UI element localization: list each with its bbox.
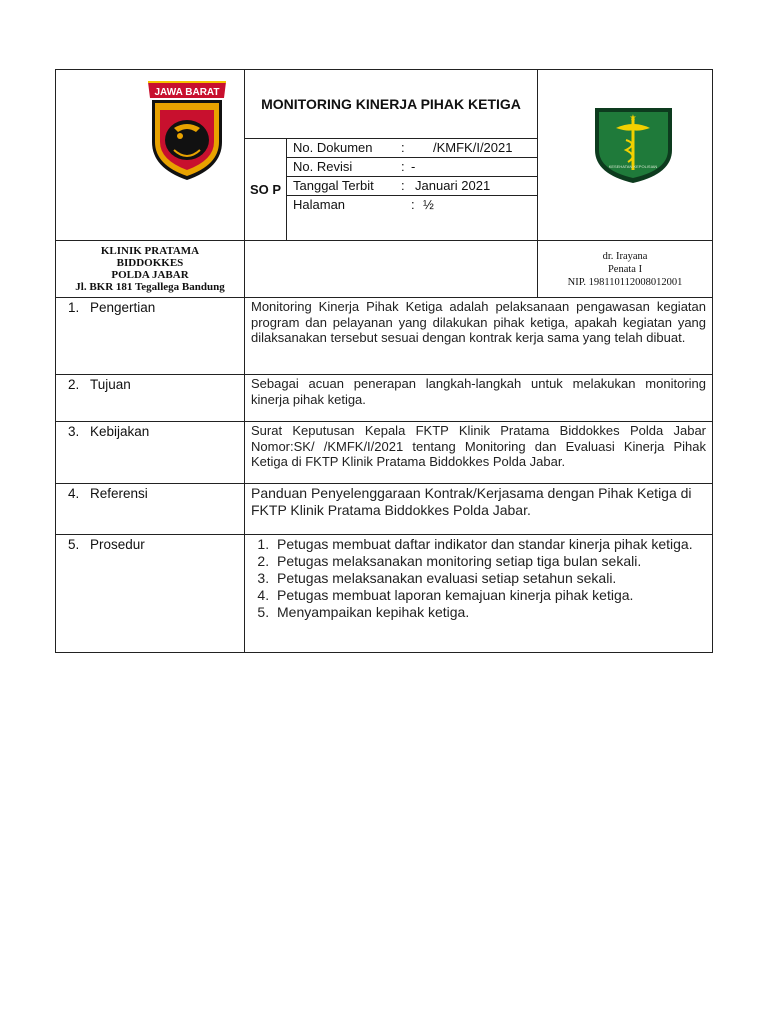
section-label-prosedur: 5. Prosedur bbox=[56, 535, 245, 653]
document-title: MONITORING KINERJA PIHAK KETIGA bbox=[245, 70, 538, 139]
meta-doc-no: No. Dokumen : /KMFK/I/2021 bbox=[287, 139, 537, 158]
meta-revision: No. Revisi : - bbox=[287, 158, 537, 177]
health-logo-cell bbox=[538, 70, 713, 241]
section-text-referensi: Panduan Penyelenggaraan Kontrak/Kerjasama dengan Pihak Ketiga di FKTP Klinik Pratama Biddokkes Polda Jabar. bbox=[245, 484, 713, 535]
section-text-pengertian: Monitoring Kinerja Pihak Ketiga adalah pelaksanaan pengawasan kegiatan program dan pelayanan yang dilakukan pihak ketiga, apakah kegiatan yang dilaksanakan tersebut sesuai dengan kontrak kerja sama yang telah dibuat. bbox=[245, 298, 713, 375]
signatory-block bbox=[538, 241, 713, 298]
svg-text:★: ★ bbox=[629, 113, 637, 122]
procedure-step: 5. Menyampaikan kepihak ketiga. bbox=[273, 604, 706, 621]
procedure-step: 3. Petugas melaksanakan evaluasi setiap setahun sekali. bbox=[273, 570, 706, 587]
meta-doc-no-value: /KMFK/I/2021 bbox=[433, 140, 513, 156]
section-steps-prosedur bbox=[245, 535, 713, 653]
meta-page: Halaman : ½ bbox=[293, 197, 434, 213]
procedure-step: 4. Petugas membuat laporan kemajuan kinerja pihak ketiga. bbox=[273, 587, 706, 604]
clinic-address: KLINIK PRATAMA BIDDOKKES POLDA JABAR Jl. BKR 181 Tegallega Bandung bbox=[56, 241, 245, 298]
meta-doc-no-label: No. Dokumen bbox=[293, 140, 373, 156]
document-meta bbox=[287, 139, 538, 241]
meta-page-value: ½ bbox=[423, 197, 434, 213]
sop-document-table bbox=[55, 69, 713, 653]
meta-revision-value: - bbox=[411, 159, 416, 175]
signatory-name: dr. Irayana bbox=[602, 250, 648, 262]
signatory-rank: Penata I bbox=[607, 263, 643, 275]
meta-date: Tanggal Terbit : Januari 2021 bbox=[287, 177, 537, 196]
procedure-step: 1. Petugas membuat daftar indikator dan standar kinerja pihak ketiga. bbox=[273, 536, 706, 553]
health-emblem-logo bbox=[538, 70, 713, 240]
procedure-list bbox=[251, 536, 706, 621]
section-label-referensi: 4. Referensi bbox=[56, 484, 245, 535]
section-text-kebijakan: Surat Keputusan Kepala FKTP Klinik Pratama Biddokkes Polda Jabar Nomor:SK/ /KMFK/I/2021 tentang Monitoring dan Evaluasi Kinerja Pihak Ketiga di FKTP Klinik Pratama Biddokkes Polda Jabar. bbox=[245, 422, 713, 484]
section-label-pengertian: 1. Pengertian bbox=[56, 298, 245, 375]
logo-banner-text: JAWA BARAT bbox=[154, 87, 220, 98]
police-emblem-logo bbox=[56, 70, 245, 240]
section-label-tujuan: 2. Tujuan bbox=[56, 375, 245, 422]
section-label-kebijakan: 3. Kebijakan bbox=[56, 422, 245, 484]
signatory-nip: NIP. 198110112008012001 bbox=[567, 276, 683, 288]
section-text-tujuan: Sebagai acuan penerapan langkah-langkah untuk melakukan monitoring kinerja pihak ketiga. bbox=[245, 375, 713, 422]
procedure-step: 2. Petugas melaksanakan monitoring setiap tiga bulan sekali. bbox=[273, 553, 706, 570]
police-logo-cell bbox=[56, 70, 245, 241]
empty-cell bbox=[245, 241, 538, 298]
meta-date-value: Januari 2021 bbox=[415, 178, 491, 194]
health-logo-caption: KESEHATAN KEPOLISIAN bbox=[608, 164, 658, 169]
sop-label: SO P bbox=[245, 139, 287, 241]
